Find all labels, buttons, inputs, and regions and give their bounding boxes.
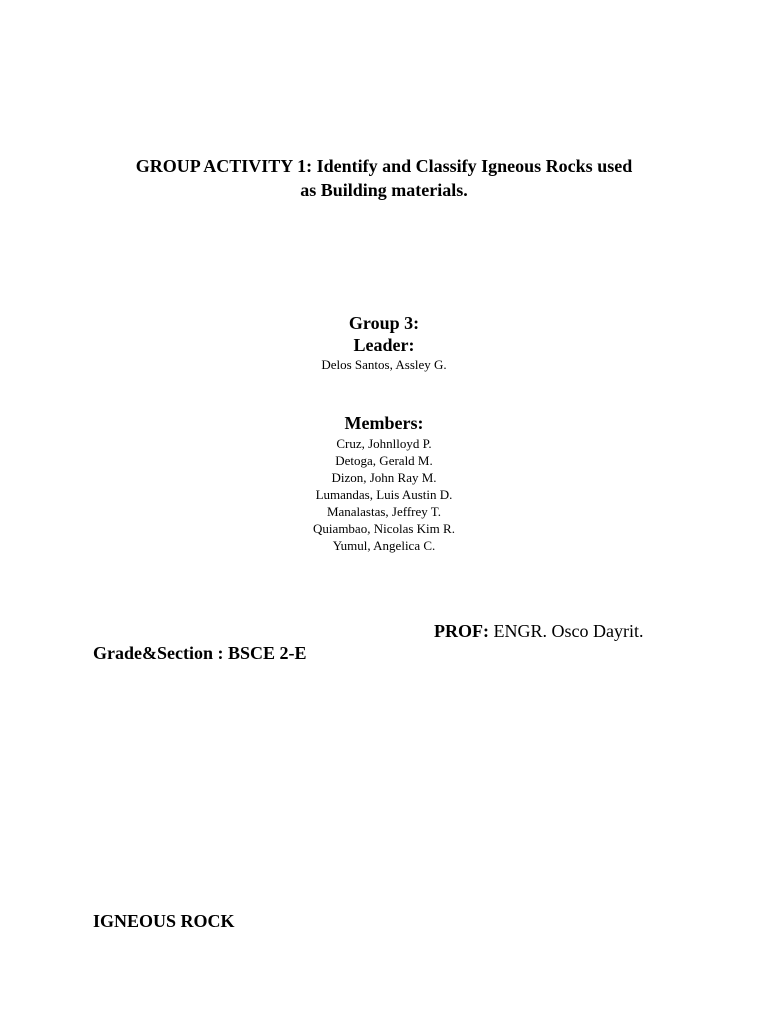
leader-label: Leader: bbox=[353, 335, 415, 355]
member-name: Dizon, John Ray M. bbox=[331, 470, 437, 485]
leader-name: Delos Santos, Assley G. bbox=[321, 357, 447, 372]
grade-section: Grade&Section : BSCE 2-E bbox=[93, 643, 307, 663]
document-title bbox=[60, 154, 708, 202]
members-label: Members: bbox=[344, 413, 424, 433]
group-label: Group 3: bbox=[348, 313, 420, 333]
title-line-2: as Building materials. bbox=[300, 180, 468, 200]
professor-line bbox=[434, 620, 643, 642]
member-name: Yumul, Angelica C. bbox=[332, 538, 436, 553]
member-name: Manalastas, Jeffrey T. bbox=[326, 504, 442, 519]
member-name: Detoga, Gerald M. bbox=[335, 453, 433, 468]
section-heading: IGNEOUS ROCK bbox=[93, 911, 235, 931]
group-info bbox=[0, 312, 768, 373]
prof-name: ENGR. Osco Dayrit. bbox=[493, 621, 644, 641]
member-name: Lumandas, Luis Austin D. bbox=[315, 487, 453, 502]
members-info bbox=[0, 412, 768, 554]
member-name: Cruz, Johnlloyd P. bbox=[336, 436, 432, 451]
title-line-1: GROUP ACTIVITY 1: Identify and Classify Igneous Rocks used bbox=[135, 156, 633, 176]
member-name: Quiambao, Nicolas Kim R. bbox=[313, 521, 455, 536]
prof-label: PROF: bbox=[434, 621, 489, 641]
